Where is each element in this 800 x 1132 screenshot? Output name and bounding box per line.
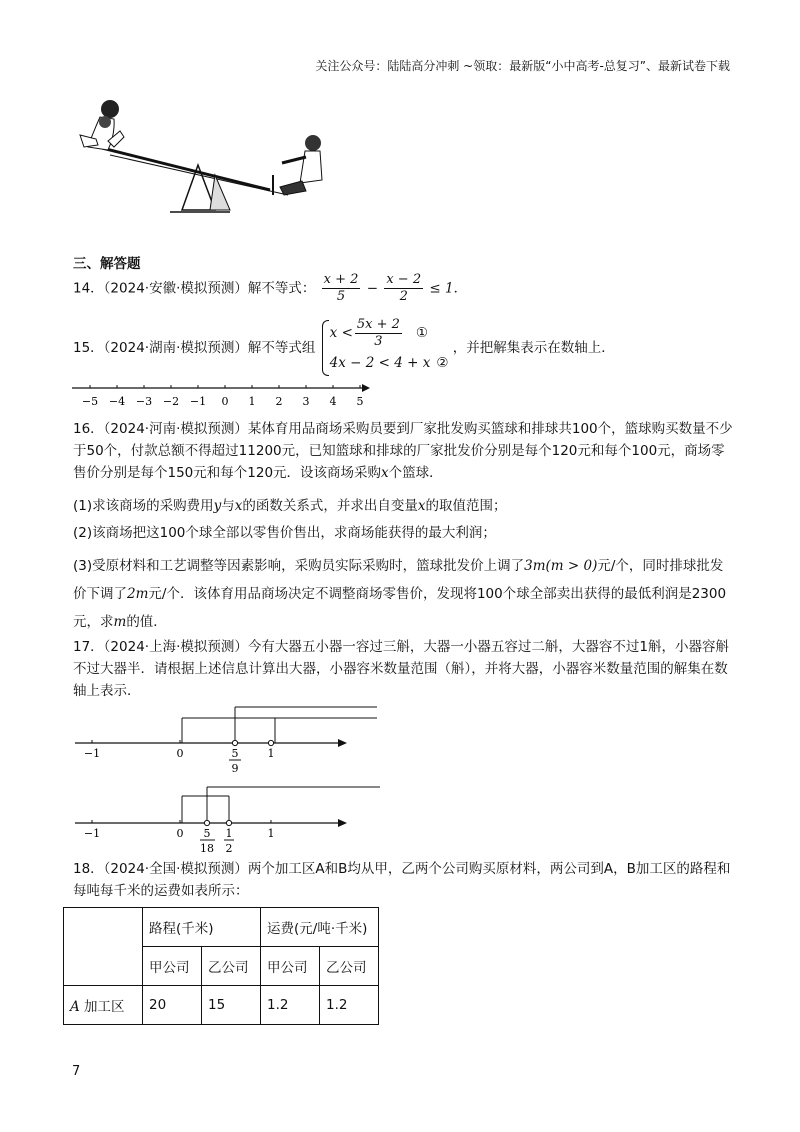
table-subheader: 甲公司 xyxy=(261,947,320,986)
tick-label: 5 xyxy=(356,395,364,408)
frac-denominator: 18 xyxy=(200,842,214,855)
tick-label: −5 xyxy=(81,395,99,408)
page-header: 关注公众号：陆陆高分冲刺 ~领取：最新版“小中高考-总复习”、最新试卷下载 xyxy=(315,59,730,73)
page-number: 7 xyxy=(72,1064,81,1079)
tick-label: −4 xyxy=(108,395,126,408)
question-17: 17．（2024·上海·模拟预测）今有大器五小器一容过三斛，大器一小器五容过二斛，大器容不过1斛，小器容斛不过大器半．请根据上述信息计算出大器，小器容米数量范围（斛），并将大器，小器容米数量范围的解集在数轴上表示． xyxy=(73,639,729,699)
frac-numerator: 5 xyxy=(203,827,211,840)
tick-label: 3 xyxy=(302,395,310,408)
tick-label: −1 xyxy=(83,827,101,840)
table-subheader: 甲公司 xyxy=(143,947,202,986)
tick-label: 0 xyxy=(176,827,184,840)
table-cell: 1.2 xyxy=(261,986,320,1025)
tick-label: −2 xyxy=(162,395,180,408)
frac-numerator: 5 xyxy=(231,747,239,760)
number-line-q17-a xyxy=(70,700,390,780)
tick-label: −3 xyxy=(135,395,153,408)
frac-denominator: 2 xyxy=(225,842,233,855)
tick-label: 2 xyxy=(275,395,283,408)
question-14: 14．（2024·安徽·模拟预测）解不等式： $\frac{x + 2}{5}$ − $\frac{x - 2}{2}$ ≤ 1． xyxy=(73,272,468,304)
table-header-distance: 路程(千米) xyxy=(143,908,261,947)
freight-table xyxy=(63,907,379,1025)
tick-label: 1 xyxy=(267,827,275,840)
question-16-part-1: (1)求该商场的采购费用y与x的函数关系式，并求出自变量x的取值范围； xyxy=(73,498,507,514)
seesaw-illustration xyxy=(70,95,340,220)
tick-label: 4 xyxy=(329,395,337,408)
question-16-part-2: (2)该商场把这100个球全部以零售价售出，求商场能获得的最大利润； xyxy=(73,525,496,541)
table-cell: 15 xyxy=(202,986,261,1025)
frac-denominator: 9 xyxy=(231,762,239,775)
frac-numerator: 1 xyxy=(225,827,233,840)
tick-label: 0 xyxy=(176,747,184,760)
table-subheader: 乙公司 xyxy=(202,947,261,986)
question-16-part-3: (3)受原材料和工艺调整等因素影响，采购员实际采购时，篮球批发价上调了3m(m > 0)元/个，同时排球批发价下调了2m元/个．该体育用品商场决定不调整商场零售价，发现将100个球全部卖出获得的最低利润是2300元，求m的值． xyxy=(73,558,727,630)
fraction-1: $\frac{x + 2}{5}$ xyxy=(323,272,359,304)
table-subheader: 乙公司 xyxy=(320,947,379,986)
question-15: 15．（2024·湖南·模拟预测）解不等式组 x < $\frac{5x + 2}{3}$ ① 4x − 2 < 4 + x ② ，并把解集表示在数轴上． xyxy=(73,318,733,378)
tick-label: 1 xyxy=(267,747,275,760)
question-18: 18．（2024·全国·模拟预测）两个加工区A和B均从甲，乙两个公司购买原材料，两公司到A，B加工区的路程和每吨每千米的运费如表所示： xyxy=(73,861,731,899)
row-label: A 加工区 xyxy=(64,986,143,1025)
fraction-2: $\frac{x - 2}{2}$ xyxy=(386,272,422,304)
table-row xyxy=(64,986,379,1025)
tick-label: −1 xyxy=(83,747,101,760)
table-cell: 20 xyxy=(143,986,202,1025)
tick-label: −1 xyxy=(189,395,207,408)
tick-label: 0 xyxy=(221,395,229,408)
question-16: 16．（2024·河南·模拟预测）某体育用品商场采购员要到厂家批发购买篮球和排球共100个，篮球购买数量不少于50个，付款总额不得超过11200元，已知篮球和排球的厂家批发价分别是每个120元和每个100元，商场零售价分别是每个150元和每个120元．设该商场采购x个篮球． xyxy=(73,421,733,481)
number-line-q17-b xyxy=(70,782,390,862)
tick-label: 1 xyxy=(248,395,256,408)
table-header-cost: 运费(元/吨·千米) xyxy=(261,908,379,947)
table-corner-cell xyxy=(64,908,143,986)
inequality-system: x < $\frac{5x + 2}{3}$ ① 4x − 2 < 4 + x ② xyxy=(320,318,449,378)
table-cell: 1.2 xyxy=(320,986,379,1025)
section-title: 三、解答题 xyxy=(73,256,141,272)
number-line-q15 xyxy=(70,380,370,410)
